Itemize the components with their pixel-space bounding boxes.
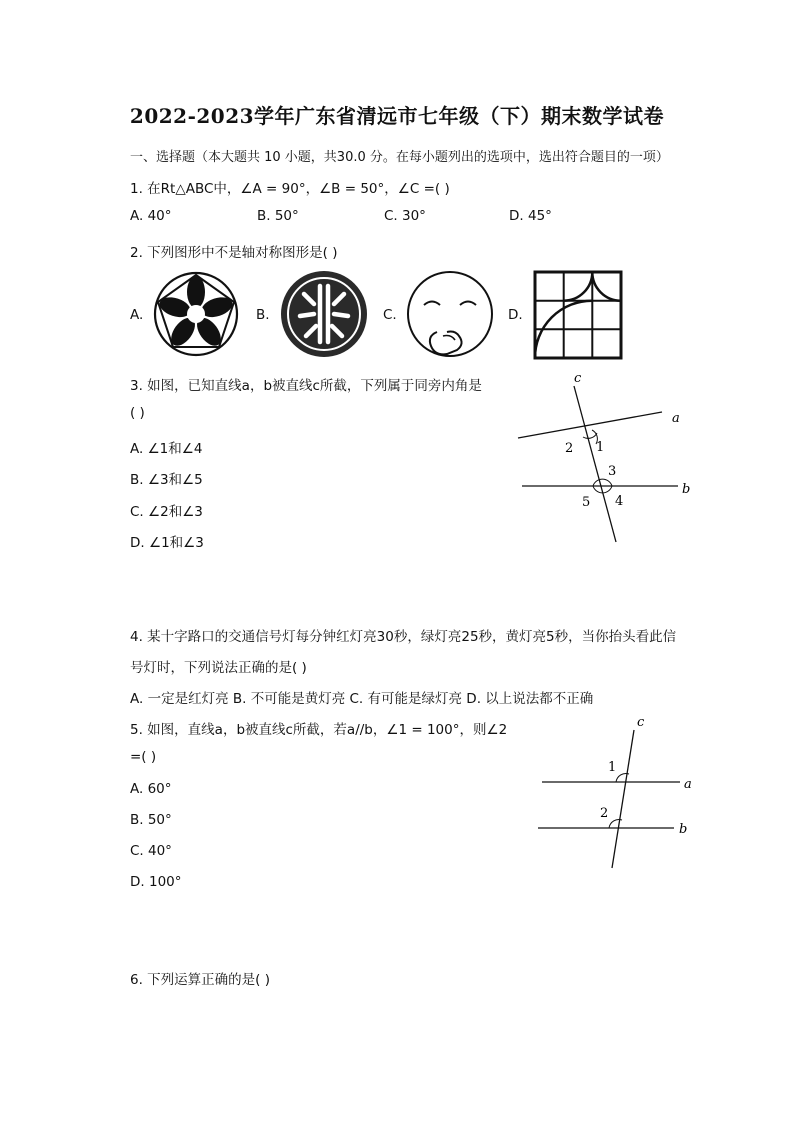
- q3-line-b-label: b: [682, 482, 691, 497]
- q3-option-a: A. ∠1和∠4: [130, 441, 203, 457]
- q1-option-b: B. 50°: [257, 208, 299, 224]
- q3-angle-4: 4: [615, 494, 624, 509]
- q3-figure: [510, 370, 700, 545]
- q3-angle-5: 5: [582, 495, 591, 510]
- q2-label-a: A.: [130, 307, 144, 323]
- q5-option-a: A. 60°: [130, 781, 172, 797]
- q5-angle-2: 2: [600, 806, 609, 821]
- q3-angle-1: 1: [596, 440, 605, 455]
- q2-figure-a: [152, 270, 240, 358]
- q1-option-a: A. 40°: [130, 208, 172, 224]
- q3-option-d: D. ∠1和∠3: [130, 535, 204, 551]
- question-6: 6. 下列运算正确的是( ): [130, 972, 270, 988]
- q3-angle-3: 3: [608, 464, 617, 479]
- question-3: 3. 如图，已知直线a，b被直线c所截，下列属于同旁内角是: [130, 378, 482, 394]
- page-title: 2022-2023学年广东省清远市七年级（下）期末数学试卷: [129, 104, 665, 128]
- q2-figure-d: [533, 270, 623, 360]
- q3-line-a-label: a: [672, 411, 680, 426]
- q5-figure: [530, 712, 705, 872]
- q5-option-c: C. 40°: [130, 843, 172, 859]
- q2-label-d: D.: [508, 307, 523, 323]
- q5-line-a-label: a: [684, 777, 692, 792]
- question-5: 5. 如图，直线a，b被直线c所截，若a//b，∠1 = 100°，则∠2: [130, 722, 508, 738]
- question-3-blank: ( ): [130, 405, 145, 421]
- q2-figure-b: [280, 270, 368, 358]
- q3-option-c: C. ∠2和∠3: [130, 504, 203, 520]
- q5-option-d: D. 100°: [130, 874, 182, 890]
- question-5-blank: =( ): [130, 749, 157, 765]
- q5-angle-1: 1: [608, 760, 617, 775]
- q1-option-d: D. 45°: [509, 208, 552, 224]
- question-4-line2: 号灯时，下列说法正确的是( ): [130, 660, 307, 676]
- question-1: 1. 在Rt△ABC中，∠A = 90°，∠B = 50°，∠C =( ): [130, 181, 450, 197]
- q2-label-c: C.: [383, 307, 397, 323]
- q5-option-b: B. 50°: [130, 812, 172, 828]
- q5-line-b-label: b: [679, 822, 688, 837]
- q5-line-c-label: c: [637, 715, 645, 730]
- q2-figure-c: [405, 270, 495, 360]
- q3-option-b: B. ∠3和∠5: [130, 472, 203, 488]
- question-4: 4. 某十字路口的交通信号灯每分钟红灯亮30秒，绿灯亮25秒，黄灯亮5秒，当你抬头看此信: [130, 629, 677, 645]
- q3-angle-2: 2: [565, 441, 574, 456]
- question-2: 2. 下列图形中不是轴对称图形是( ): [130, 245, 338, 261]
- q2-label-b: B.: [256, 307, 270, 323]
- q3-line-c-label: c: [574, 371, 582, 386]
- q1-option-c: C. 30°: [384, 208, 426, 224]
- section-heading: 一、选择题（本大题共 10 小题，共30.0 分。在每小题列出的选项中，选出符合题目的一项）: [130, 150, 669, 165]
- q4-options: A. 一定是红灯亮 B. 不可能是黄灯亮 C. 有可能是绿灯亮 D. 以上说法都不正确: [130, 691, 594, 707]
